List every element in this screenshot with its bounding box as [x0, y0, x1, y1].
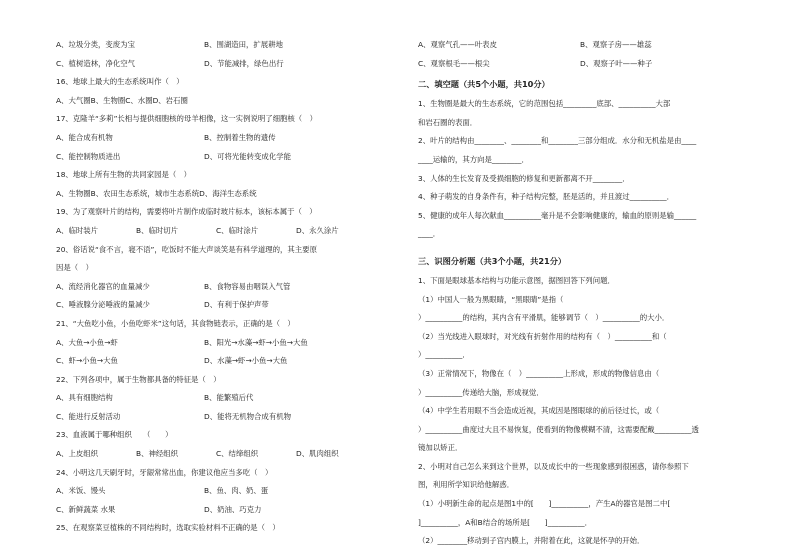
- answer-option: D、肌肉组织: [296, 449, 339, 459]
- question-line: 4、种子萌发的自身条件有，种子结构完整，胚是活的，并且渡过__________．: [418, 192, 674, 202]
- question-line: 16、地球上最大的生态系统叫作（ ）: [56, 77, 184, 87]
- question-line: ____．: [418, 229, 441, 239]
- question-line: 因是（ ）: [56, 263, 93, 273]
- right-column: [418, 36, 764, 551]
- question-line: （3）正常情况下，物像在（ ）__________上形成，形成的物像信息由（: [418, 368, 660, 378]
- section-heading-analysis: 三、识图分析题（共3个小题，共21分）: [418, 255, 567, 266]
- question-line: 镜加以矫正．: [418, 443, 463, 453]
- question-line: 1、生物圈是最大的生态系统，它的范围包括_________底部、__________大部: [418, 99, 671, 109]
- question-line: [56, 278, 394, 297]
- answer-option: D、永久涂片: [296, 225, 339, 235]
- answer-option: B、控制着生物的遗传: [204, 132, 276, 142]
- answer-option: C、虾→小鱼→大鱼: [56, 356, 118, 366]
- answer-option: D、奶油、巧克力: [204, 504, 262, 514]
- left-column: [56, 36, 394, 538]
- answer-option: C、观察根毛——根尖: [418, 58, 490, 68]
- question-line: [56, 408, 394, 427]
- question-line: 25、在观察菜豆植株的不同结构时，选取实验材料不正确的是（ ）: [56, 523, 280, 533]
- question-line: [56, 148, 394, 167]
- answer-option: C、结缔组织: [216, 449, 259, 459]
- answer-option: B、神经组织: [136, 449, 179, 459]
- answer-option: A、垃圾分类，变废为宝: [56, 40, 135, 49]
- answer-option: A、大鱼→小鱼→虾: [56, 337, 118, 347]
- question-line: [56, 352, 394, 371]
- question-line: ）__________的结构，其内含有平滑肌，能够调节（ ）__________的大小．: [418, 313, 670, 323]
- answer-option: B、能繁殖后代: [204, 393, 254, 403]
- question-line: 和岩石圈的表面．: [418, 117, 478, 127]
- question-line: 5、健康的成年人每次献血__________毫升是不会影响健康的，输血的原则是输______: [418, 210, 697, 220]
- question-line: [418, 55, 764, 74]
- answer-option: C、临时涂片: [216, 225, 259, 235]
- answer-option: D、能将无机物合成有机物: [204, 411, 291, 421]
- question-line: [56, 296, 394, 315]
- fill-questions: [418, 95, 764, 244]
- answer-option: C、能控制物质进出: [56, 151, 121, 161]
- answer-option: C、植树造林，净化空气: [56, 58, 136, 68]
- question-line: （1）中国人一般为黑眼睛，“黑眼睛”是指（: [418, 294, 564, 304]
- question-line: ____运输的，其方向是________．: [418, 154, 529, 164]
- question-line: 图，利用所学知识给他解惑．: [418, 480, 515, 490]
- question-line: 19、为了观察叶片的结构，需要将叶片制作成临时玻片标本，该标本属于（ ）: [56, 207, 317, 217]
- answer-option: A、米饭、馒头: [56, 486, 106, 496]
- answer-option: A、具有细胞结构: [56, 393, 113, 403]
- right-options: [418, 36, 764, 73]
- question-line: A、大气圈B、生物圈C、水圈D、岩石圈: [56, 95, 188, 105]
- question-line: [56, 482, 394, 501]
- question-line: ]__________，A和B结合的场所是[ ]__________．: [418, 517, 592, 527]
- answer-option: A、观察气孔——叶表皮: [418, 40, 497, 49]
- answer-option: B、阳光→水藻→虾→小鱼→大鱼: [204, 337, 308, 347]
- answer-option: C、唾液腺分泌唾液的量减少: [56, 300, 150, 310]
- question-line: 21、“大鱼吃小鱼，小鱼吃虾米”这句话，其食物链表示，正确的是（ ）: [56, 318, 295, 328]
- question-line: 22、下列各项中，属于生物都具备的特征是（ ）: [56, 374, 221, 384]
- answer-option: B、鱼、肉、奶、蛋: [204, 486, 269, 496]
- answer-option: B、临时切片: [136, 225, 179, 235]
- answer-option: D、观察子叶——种子: [580, 58, 653, 68]
- answer-option: D、有利于保护声带: [204, 300, 269, 310]
- answer-option: A、上皮组织: [56, 449, 99, 459]
- question-line: （2）________移动到子宫内膜上，并附着在此，这就是怀孕的开始．: [418, 536, 645, 546]
- answer-option: D、节能减排，绿色出行: [204, 58, 284, 68]
- question-line: [56, 222, 394, 241]
- question-line: [56, 129, 394, 148]
- answer-option: C、能进行反射活动: [56, 411, 121, 421]
- question-line: 20、俗话说“食不言，寝不语”，吃饭时不能大声谈笑是有科学道理的，其主要原: [56, 244, 317, 254]
- question-line: 24、小明这几天刷牙时，牙龈常常出血，你建议他应当多吃（ ）: [56, 467, 273, 477]
- question-line: （1）小明新生命的起点是图1中的[ ]__________，产生A的器官是图二中[: [418, 499, 671, 509]
- question-line: （2）当光线进入眼球时，对光线有折射作用的结构有（ ）__________和（: [418, 331, 667, 341]
- question-line: [56, 334, 394, 353]
- question-line: 18、地球上所有生物的共同家园是（ ）: [56, 170, 192, 180]
- answer-option: B、食物容易由咽误入气管: [204, 281, 291, 291]
- question-line: 3、人体的生长发育及受损细胞的修复和更新都离不开________．: [418, 173, 630, 183]
- question-line: [56, 36, 394, 55]
- question-line: 2、叶片的结构由________、________和________三部分组成．水分和无机盐是由____: [418, 136, 697, 146]
- answer-option: B、观察子房——雄蕊: [580, 40, 652, 49]
- question-line: 17、克隆羊“多莉”长相与提供细胞核的母羊相像，这一实例说明了细胞核（ ）: [56, 114, 317, 124]
- answer-option: A、流经消化器官的血量减少: [56, 281, 150, 291]
- question-line: （4）中学生若用眼不当会造成近视，其成因是图眼球的前后径过长，或（: [418, 406, 660, 416]
- question-line: ）__________传递给大脑，形成视觉．: [418, 387, 544, 397]
- question-line: [56, 389, 394, 408]
- question-line: ）__________．: [418, 350, 470, 360]
- question-line: ）__________曲度过大且不易恢复，使看到的物像模糊不清，这需要配戴__________透: [418, 424, 699, 434]
- question-line: 1、下面是眼球基本结构与功能示意图，据图回答下列问题．: [418, 275, 615, 285]
- answer-option: A、能合成有机物: [56, 132, 113, 142]
- section-heading-fill: 二、填空题（共5个小题，共10分）: [418, 79, 550, 90]
- answer-option: A、临时装片: [56, 225, 99, 235]
- question-line: A、生物圈B、农田生态系统，城市生态系统D、海洋生态系统: [56, 188, 257, 198]
- question-line: [56, 55, 394, 74]
- question-line: 23、血液属于哪种组织 （ ）: [56, 430, 173, 440]
- answer-option: B、围湖造田，扩展耕地: [204, 40, 283, 49]
- question-line: [418, 36, 764, 55]
- answer-option: D、水藻→虾→小鱼→大鱼: [204, 356, 288, 366]
- question-line: [56, 501, 394, 520]
- analysis-questions: [418, 272, 764, 551]
- answer-option: C、新鲜蔬菜 水果: [56, 504, 116, 514]
- question-line: 2、小明对自己怎么来到这个世界，以及成长中的一些现象感到很困惑，请你参照下: [418, 461, 689, 471]
- answer-option: D、可将光能转变成化学能: [204, 151, 291, 161]
- question-line: [56, 445, 394, 464]
